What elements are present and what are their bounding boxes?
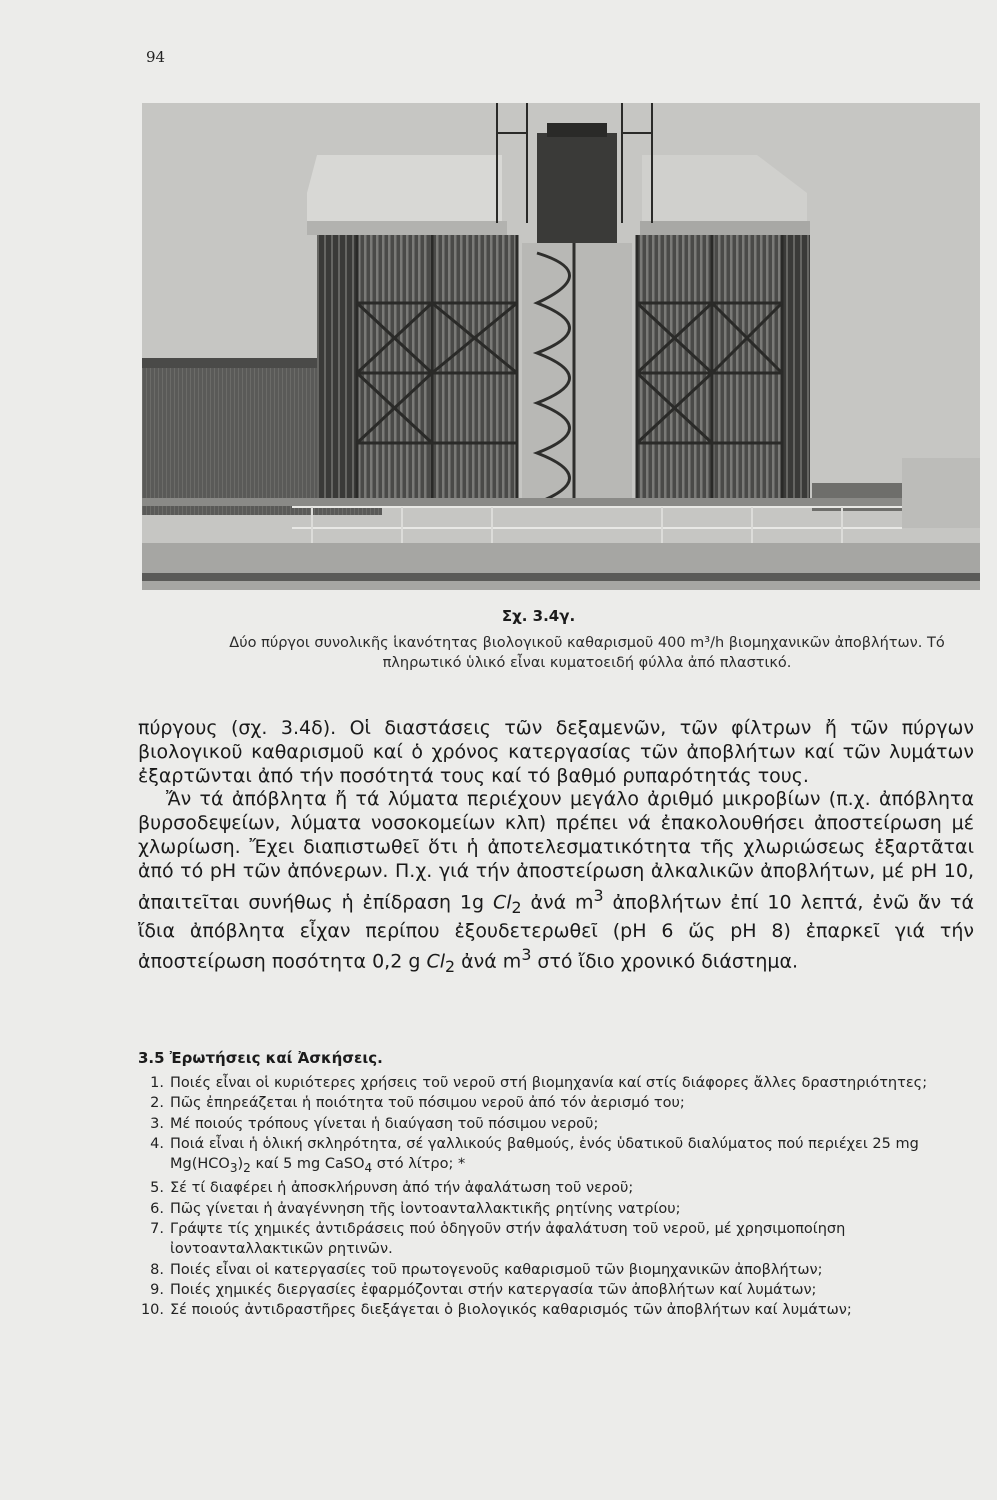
question-number: 7. (150, 1220, 164, 1237)
question-item (138, 1178, 974, 1198)
question-number: 4. (150, 1135, 164, 1152)
chlorine-symbol: Cl (492, 890, 512, 913)
question-number: 9. (150, 1281, 164, 1298)
figure-photo-biological-towers (142, 103, 980, 590)
question-item (138, 1300, 974, 1320)
question-item (138, 1093, 974, 1113)
question-item (138, 1134, 974, 1178)
figure-label: Σχ. 3.4γ. (501, 607, 576, 625)
question-item (138, 1073, 974, 1093)
question-text: Ποιές χημικές διεργασίες ἐφαρμόζονται στήν κατεργασία τῶν ἀποβλήτων καί λυμάτων; (170, 1281, 817, 1298)
figure-caption-line2: πληρωτικό ὑλικό εἶναι κυματοειδή φύλλα ἀπό πλαστικό. (382, 655, 792, 671)
chlorine-subscript: 2 (511, 897, 522, 917)
figure-caption-line1: Δύο πύργοι συνολικῆς ἱκανότητας βιολογικοῦ καθαρισμοῦ 400 m³/h βιομηχανικῶν ἀποβλήτων. Τό (229, 635, 945, 651)
formula-subscript: 3 (229, 1161, 238, 1176)
section-heading: 3.5 Ἐρωτήσεις καί Ἀσκήσεις. (138, 1049, 383, 1067)
question-number: 1. (150, 1075, 164, 1091)
paragraph-2-part-e: στό ἴδιο χρονικό διάστημα. (531, 950, 799, 973)
question-text: Ποιές εἶναι οἱ κυριότερες χρήσεις τοῦ νεροῦ στή βιομηχανία καί στίς διάφορες ἄλλες δραστηριότητες; (170, 1075, 928, 1091)
figure-caption (196, 633, 978, 673)
question-text: Γράψτε τίς χημικές ἀντιδράσεις πού ὁδηγοῦν στήν ἀφαλάτυση τοῦ νεροῦ, μέ χρησιμοποίηση ἰοντοανταλλακτικῶν ρητινῶν. (170, 1220, 846, 1258)
question-text: Σέ τί διαφέρει ἡ ἀποσκλήρυνση ἀπό τήν ἀφαλάτωση τοῦ νεροῦ; (170, 1180, 634, 1197)
paragraph-2-part-c: ἀποβλήτων ἐπί 10 λεπτά, ἐνῶ ἄν τά ἴδια ἀπόβλητα εἶχαν περίπου ἐξουδετερωθεῖ (pH 6 ὥς pH 8) ἐπαρκεῖ γιά τήν ἀποστείρωση ποσότητα 0,2 g (138, 890, 975, 973)
question-text: Μέ ποιούς τρόπους γίνεται ἡ διαύγαση τοῦ πόσιμου νεροῦ; (170, 1115, 599, 1132)
question-text (170, 1134, 974, 1178)
question-item (138, 1199, 974, 1219)
paragraph-2-part-b: ἀνά m (521, 890, 594, 913)
question-text: Πῶς ἐπηρεάζεται ἡ ποιότητα τοῦ πόσιμου νεροῦ ἀπό τόν ἀερισμό του; (170, 1095, 685, 1112)
question-number: 8. (150, 1261, 164, 1278)
formula-subscript: 4 (364, 1161, 373, 1176)
question-number: 5. (150, 1180, 164, 1197)
body-text (138, 717, 974, 979)
question-text-part: ) (237, 1156, 244, 1173)
paragraph-1: πύργους (σχ. 3.4δ). Οἱ διαστάσεις τῶν δεξαμενῶν, τῶν φίλτρων ἤ τῶν πύργων βιολογικοῦ καθαρισμοῦ καί ὁ χρόνος κατεργασίας τῶν ἀποβλήτων καί τῶν λυμάτων ἐξαρτῶνται ἀπό τήν ποσότητά τους καί τό βαθμό ρυπαρότητάς τους. (138, 717, 974, 787)
question-item (138, 1219, 974, 1260)
question-text: Ποιές εἶναι οἱ κατεργασίες τοῦ πρωτογενοῦς καθαρισμοῦ τῶν βιομηχανικῶν ἀποβλήτων; (170, 1261, 823, 1278)
cubic-superscript: 3 (593, 885, 604, 905)
chlorine-symbol: Cl (426, 950, 445, 973)
question-text-part: καί 5 mg CaSO (250, 1156, 365, 1173)
question-text-part: στό λίτρο; * (372, 1156, 466, 1173)
question-text: Πῶς γίνεται ἡ ἀναγέννηση τῆς ἰοντοανταλλακτικῆς ρητίνης νατρίου; (170, 1200, 681, 1217)
cubic-superscript: 3 (521, 945, 532, 965)
question-number: 10. (140, 1302, 164, 1319)
question-number: 2. (150, 1095, 164, 1112)
questions-list (138, 1073, 974, 1320)
question-text-part: Ποιά εἶναι ἡ ὁλική σκληρότητα, σέ γαλλικούς βαθμούς, ἑνός ὑδατικοῦ διαλύματος πού περιέχει 25 mg Mg(HCO (170, 1135, 919, 1173)
paragraph-2 (138, 788, 974, 979)
question-number: 6. (150, 1200, 164, 1217)
page-number: 94 (146, 48, 166, 66)
chlorine-subscript: 2 (444, 957, 456, 977)
formula-subscript: 2 (243, 1161, 251, 1176)
paragraph-2-part-a: Ἄν τά ἀπόβλητα ἤ τά λύματα περιέχουν μεγάλο ἀριθμό μικροβίων (π.χ. ἀπόβλητα βυρσοδεψείων, λύματα νοσοκομείων κλπ) πρέπει νά ἐπακολουθήσει ἀποστείρωση μέ χλωρίωση. Ἔχει διαπιστωθεῖ ὅτι ἡ ἀποτελεσματικότητα τῆς χλωριώσεως ἐξαρτᾶται ἀπό τό pH τῶν ἀπόνερων. Π.χ. γιά τήν ἀποστείρωση ἀλκαλικῶν ἀποβλήτων, μέ pH 10, ἀπαιτεῖται συνήθως ἡ ἐπίδραση 1g (138, 788, 974, 913)
question-item (138, 1280, 974, 1300)
question-number: 3. (150, 1115, 164, 1132)
question-item (138, 1114, 974, 1134)
question-text: Σέ ποιούς ἀντιδραστῆρες διεξάγεται ὁ βιολογικός καθαρισμός τῶν ἀποβλήτων καί λυμάτων; (170, 1302, 852, 1319)
question-item (138, 1260, 974, 1280)
paragraph-2-part-d: ἀνά m (455, 950, 522, 973)
